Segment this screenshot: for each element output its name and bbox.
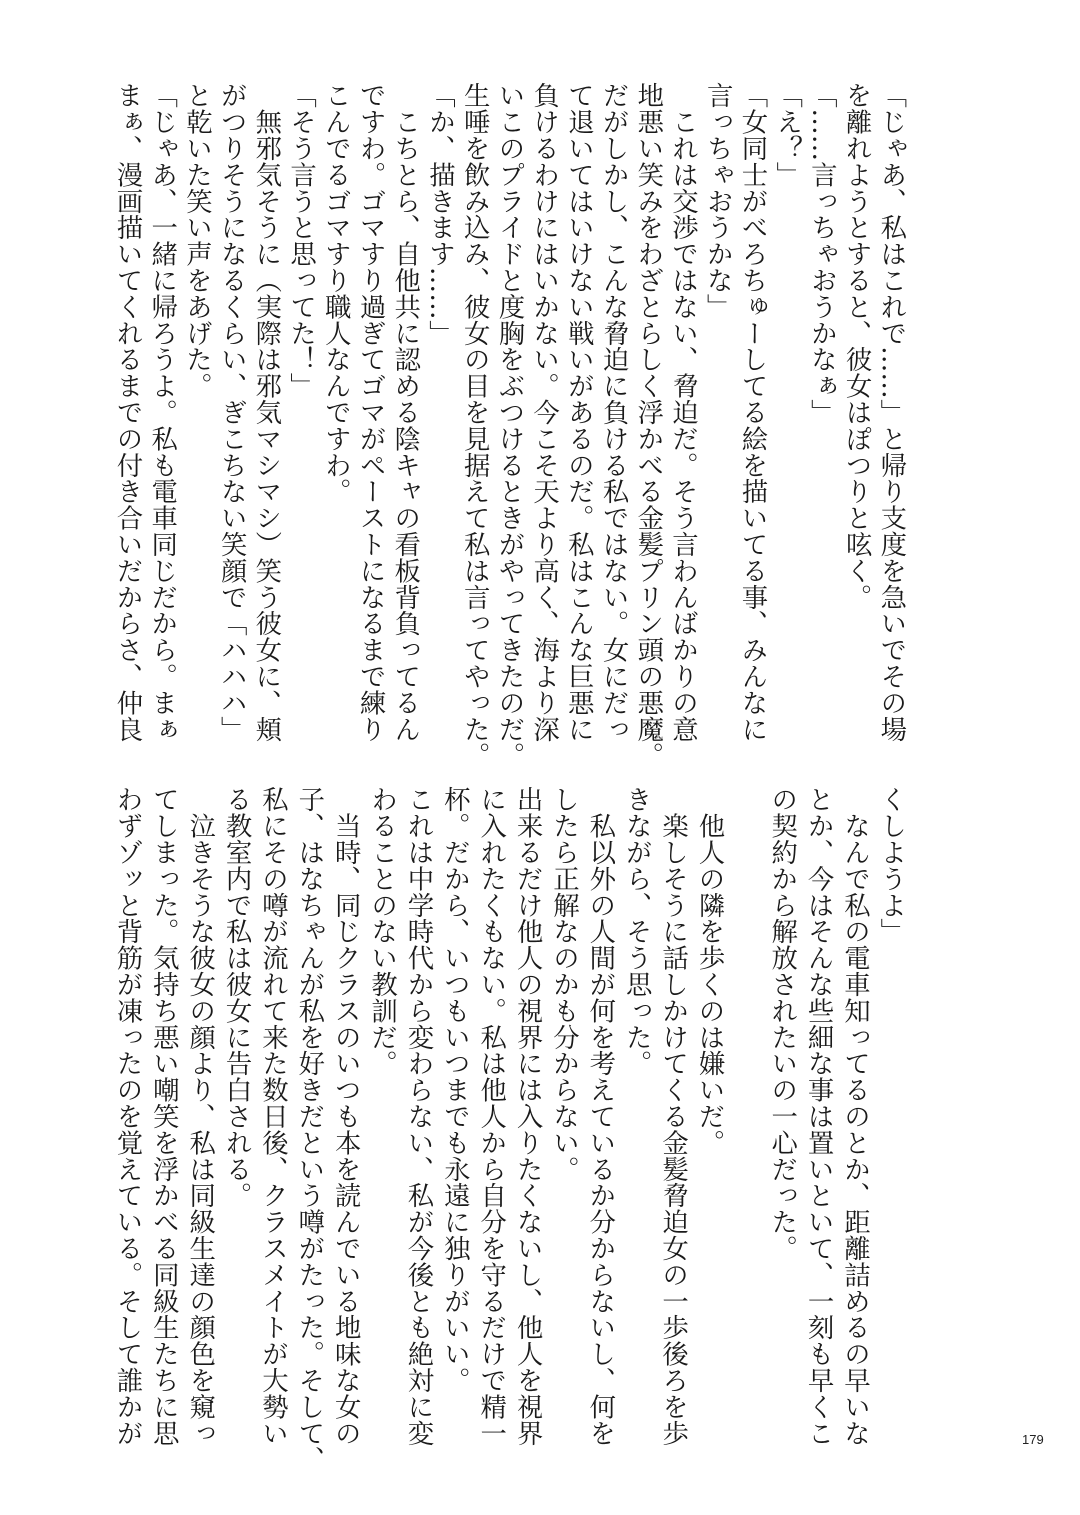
text-column: わることのない教訓だ。 — [366, 786, 398, 1077]
text-column: 私以外の人間が何を考えているか分からないし、何を — [584, 786, 616, 1446]
text-column: の契約から解放されたいの一心だった。 — [766, 786, 798, 1262]
text-column: 楽しそうに話しかけてくる金髪脅迫女の一歩後ろを歩 — [657, 786, 689, 1446]
text-column: 「じゃあ、一緒に帰ろうよ。私も電車同じだから。まぁ — [146, 82, 178, 742]
text-column: 子、はなちゃんが私を好きだという噂がたった。そして、 — [293, 786, 325, 1473]
text-column: これは交渉ではない、脅迫だ。そう言わんばかりの意 — [667, 82, 699, 742]
text-column: 無邪気そうに（実際は邪気マシマシ）笑う彼女に、頬 — [250, 82, 282, 742]
text-column: 私にその噂が流れて来た数日後、クラスメイトが大勢い — [257, 786, 289, 1446]
text-column: これは中学時代から変わらない、私が今後とも絶対に変 — [403, 786, 434, 1446]
text-column: まぁ、漫画描いてくれるまでの付き合いだからさ、仲良 — [112, 82, 143, 742]
text-column: 「じゃあ、私はこれで……」と帰り支度を急いでその場 — [875, 82, 907, 742]
text-column: る教室内で私は彼女に告白される。 — [221, 786, 253, 1209]
text-column: だがしかし、こんな脅迫に負ける私ではない。女にだっ — [598, 82, 630, 742]
text-column: 「……言っちゃおうかなぁ」 — [806, 82, 838, 426]
text-column: 「か、描きます……」 — [424, 82, 456, 346]
text-column: なんで私の電車知ってるのとか、距離詰めるの早いな — [839, 786, 871, 1446]
text-column: とか、今はそんな些細な事は置いといて、一刻も早くこ — [803, 786, 835, 1446]
text-column: 杯。だから、いつもいつまでも永遠に独りがいい。 — [439, 786, 471, 1394]
text-column: 「そう言うと思ってた！」 — [285, 82, 317, 399]
text-column: きながら、そう思った。 — [621, 786, 653, 1077]
text-column: ですわ。ゴマすり過ぎてゴマがペーストになるまで練り — [355, 82, 387, 742]
text-column: に入れたくもない。私は他人から自分を守るだけで精一 — [475, 786, 507, 1446]
text-column: て退いてはいけない戦いがあるのだ。私はこんな巨悪に — [563, 82, 595, 742]
text-column: がつりそうになるくらい、ぎこちない笑顔で「ハハハ」 — [216, 82, 248, 742]
text-column: 「女同士がべろちゅーしてる絵を描いてる事、みんなに — [736, 82, 768, 742]
text-column: くしようよ」 — [875, 786, 907, 945]
text-tier-top — [110, 82, 908, 769]
page-number: 179 — [1022, 1432, 1044, 1447]
text-column: こちとら、自他共に認める陰キャの看板背負ってるん — [389, 82, 421, 742]
text-column: 地悪い笑みをわざとらしく浮かべる金髪プリン頭の悪魔。 — [632, 82, 664, 769]
text-column: を離れようとすると、彼女はぽつりと呟く。 — [841, 82, 873, 610]
text-column: 出来るだけ他人の視界には入りたくないし、他人を視界 — [512, 786, 544, 1446]
text-column: 言っちゃおうかな」 — [702, 82, 734, 320]
text-column: こんでるゴマすり職人なんですわ。 — [320, 82, 352, 505]
text-column: 生唾を飲み込み、彼女の目を見据えて私は言ってやった。 — [459, 82, 491, 769]
text-column: いこのプライドと度胸をぶつけるときがやってきたのだ。 — [493, 82, 525, 769]
text-column: 負けるわけにはいかない。今こそ天より高く、海より深 — [528, 82, 560, 742]
text-column — [728, 786, 762, 1436]
text-column: したら正解なのかも分からない。 — [548, 786, 580, 1182]
text-column: てしまった。気持ち悪い嘲笑を浮かべる同級生たちに思 — [148, 786, 180, 1446]
text-tier-bottom — [110, 786, 908, 1473]
text-column: 「え？」 — [771, 82, 803, 188]
text-column: 他人の隣を歩くのは嫌いだ。 — [694, 786, 725, 1156]
text-column: 泣きそうな彼女の顔より、私は同級生達の顔色を窺っ — [184, 786, 216, 1446]
text-column: わずゾッと背筋が凍ったのを覚えている。そして誰かが — [112, 786, 143, 1446]
text-column: 当時、同じクラスのいつも本を読んでいる地味な女の — [330, 786, 362, 1446]
text-column: と乾いた笑い声をあげた。 — [181, 82, 213, 399]
